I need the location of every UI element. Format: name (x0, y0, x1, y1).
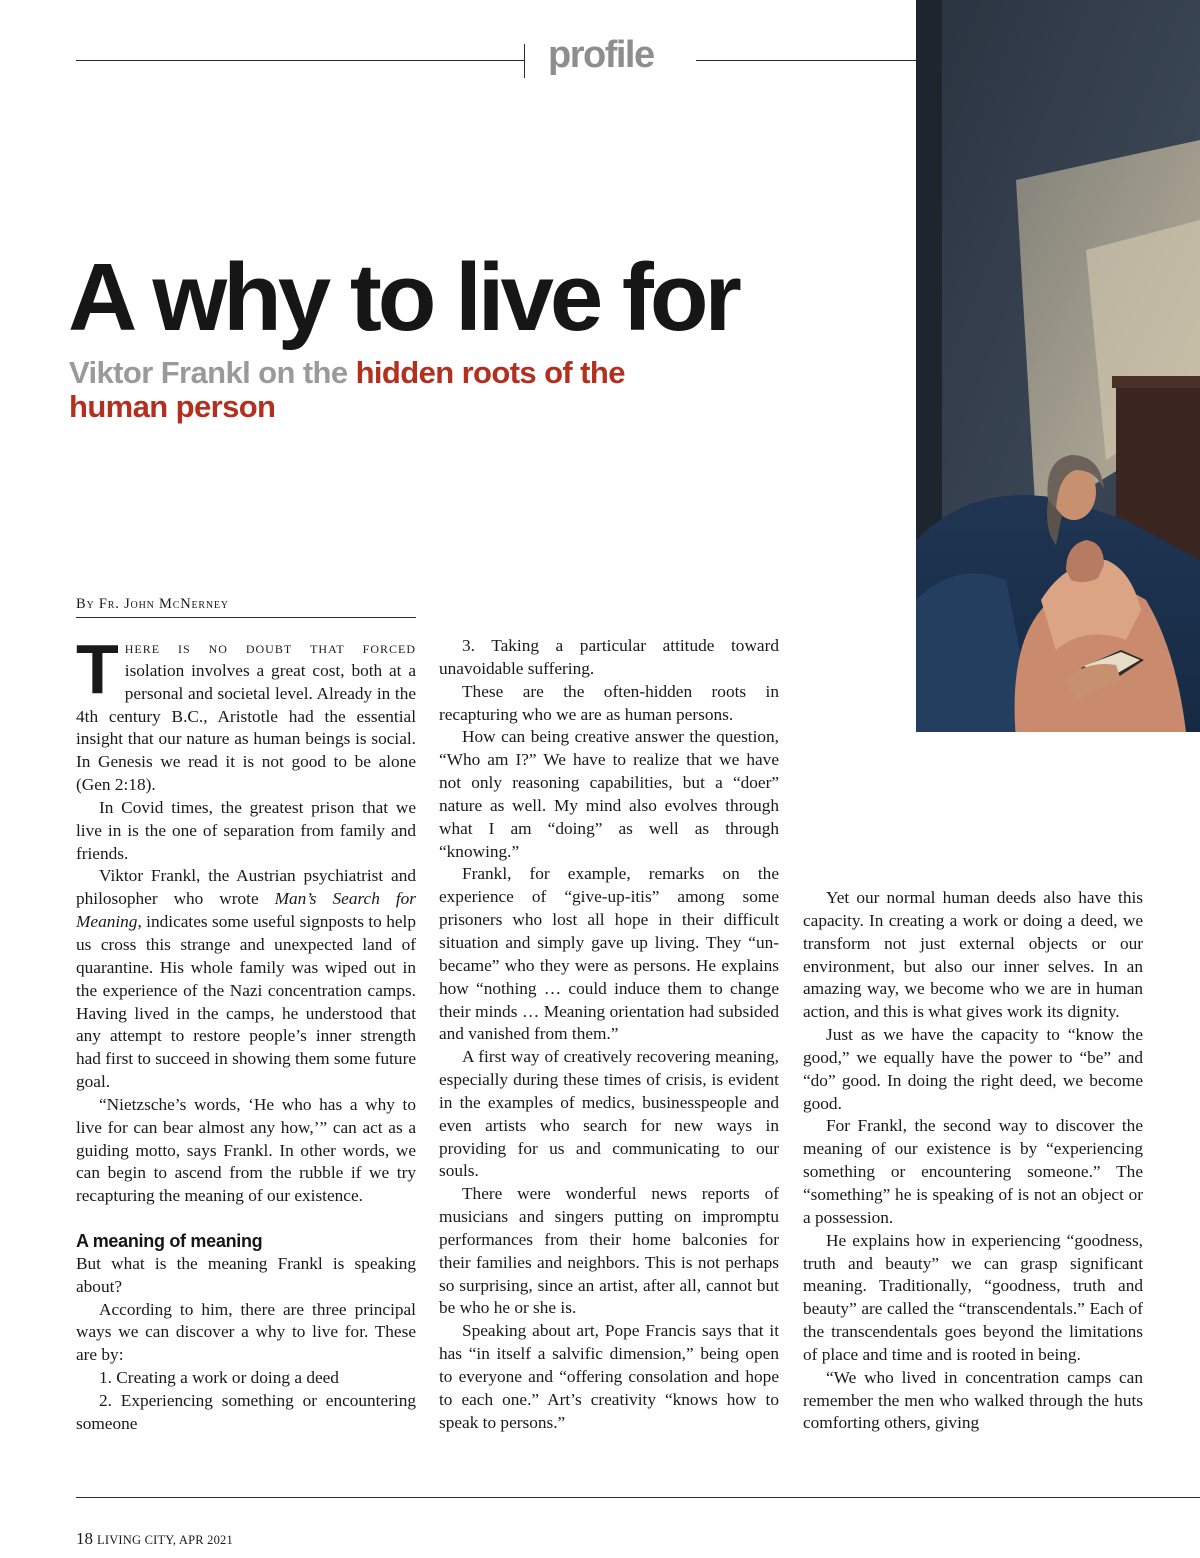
paragraph: He explains how in experiencing “goodness, truth and beauty” we can grasp significant meaning. Traditionally, “goodness, truth and beauty” are called the “transcendentals.” Each of the transcendentals goes beyond the limitations of place and time and is rooted in being. (803, 1230, 1143, 1364)
list-item: 1. Creating a work or doing a deed (99, 1368, 339, 1388)
paragraph: A first way of creatively recovering meaning, especially during these times of crisis, is evident in the examples of medics, businesspeople and even artists who search for new ways in providing for us and communicating to our souls. (439, 1047, 779, 1181)
folio (76, 1530, 233, 1547)
paragraph: How can being creative answer the question, “Who am I?” We have to realize that we have not only reasoning capabilities, but a “doer” nature as well. My mind also evolves through what I am “doing” as well as through “knowing.” (439, 727, 779, 861)
footer-rule (76, 1497, 1200, 1498)
paragraph: Frankl, for example, remarks on the experience of “give-up-itis” among some prisoners who lost all hope in their difficult situation and simply gave up living. They “un-became” who they were as persons. He explains how “nothing … could induce them to change their minds … Meaning orientation had subsided and vanished from them.” (439, 864, 779, 1044)
paragraph: For Frankl, the second way to discover the meaning of our existence is by “experiencing something or encountering someone.” The “something” he is speaking of is not an object or a possession. (803, 1116, 1143, 1227)
paragraph: “We who lived in concentration camps can remember the men who walked through the huts comforting others, giving (803, 1367, 1143, 1433)
page-number: 18 (76, 1529, 93, 1548)
paragraph (76, 630, 416, 797)
header-rule-right (696, 60, 916, 61)
article-column-2 (439, 635, 779, 1435)
paragraph: Speaking about art, Pope Francis says that it has “in itself a salvific dimension,” being open to everyone and “offering consolation and hope to each one.” Art’s creativity “knows how to speak to persons.” (439, 1321, 779, 1432)
paragraph-text: Viktor Frankl, the Austrian psychiatrist and philosopher who wrote (76, 866, 416, 909)
paragraph (76, 865, 416, 1093)
paragraph: There were wonderful news reports of musicians and singers putting on impromptu performances from their home balconies for their families and neighbors. This is not perhaps so surprising, since an artist, after all, cannot but be who he or she is. (439, 1184, 779, 1318)
article-column-3 (803, 887, 1143, 1435)
paragraph: In Covid times, the greatest prison that we live in is the one of separation from family and friends. (76, 797, 416, 863)
lead-in-smallcaps: here is no doubt that forced (124, 638, 416, 657)
header-rule-tick (524, 44, 525, 78)
paragraph-text: , indicates some useful signposts to help us cross this strange and unexpected land of quarantine. His whole family was wiped out in the experience of the Nazi concentration camps. Having lived in the camps, he understood that any attempt to restore people’s inner strength had first to succeed in showing them some future goal. (76, 912, 416, 1092)
publication-line: LIVING CITY, APR 2021 (97, 1533, 233, 1547)
paragraph-text: isolation involves a great cost, both at a personal and societal level. Already in the 4th century B.C., Aristotle had the essential insight that our nature as human beings is social. In Genesis we read it is not good to be alone (Gen 2:18). (76, 660, 416, 795)
paragraph: These are the often-hidden roots in recapturing who we are as human persons. (439, 681, 779, 724)
header-rule-left (76, 60, 524, 61)
subtitle-accent: hidden roots of the human person (69, 355, 625, 425)
list-item: 3. Taking a particular attitude toward unavoidable suffering. (439, 636, 779, 678)
book-title: Man’s Search for Meaning (76, 889, 416, 932)
article-subtitle (69, 356, 629, 424)
section-label: profile (548, 34, 654, 76)
subtitle-plain: Viktor Frankl on the (69, 355, 356, 390)
list-item: 2. Experiencing something or encountering someone (76, 1391, 416, 1433)
paragraph: But what is the meaning Frankl is speaking about? (76, 1253, 416, 1296)
subheading: A meaning of meaning (76, 1231, 263, 1252)
paragraph: According to him, there are three principal ways we can discover a why to live for. These are by: (76, 1299, 416, 1365)
paragraph: Just as we have the capacity to “know the good,” we equally have the power to “be” and “do” good. In doing the right deed, we become good. (803, 1025, 1143, 1113)
article-column-1 (76, 630, 416, 1436)
byline: By Fr. John McNerney (76, 596, 416, 618)
paragraph: Yet our normal human deeds also have this capacity. In creating a work or doing a deed, we transform not just external objects or our environment, but also our inner selves. In an amazing way, we become who we are in human action, and this is what gives work its dignity. (803, 888, 1143, 1022)
article-title: A why to live for (68, 244, 738, 351)
illustration-woman-reading (916, 0, 1200, 732)
paragraph: “Nietzsche’s words, ‘He who has a why to live for can bear almost any how,’” can act as a guiding motto, says Frankl. In other words, we can begin to ascend from the rubble if we try recapturing the meaning of our existence. (76, 1094, 416, 1206)
drop-cap: T (76, 630, 117, 708)
